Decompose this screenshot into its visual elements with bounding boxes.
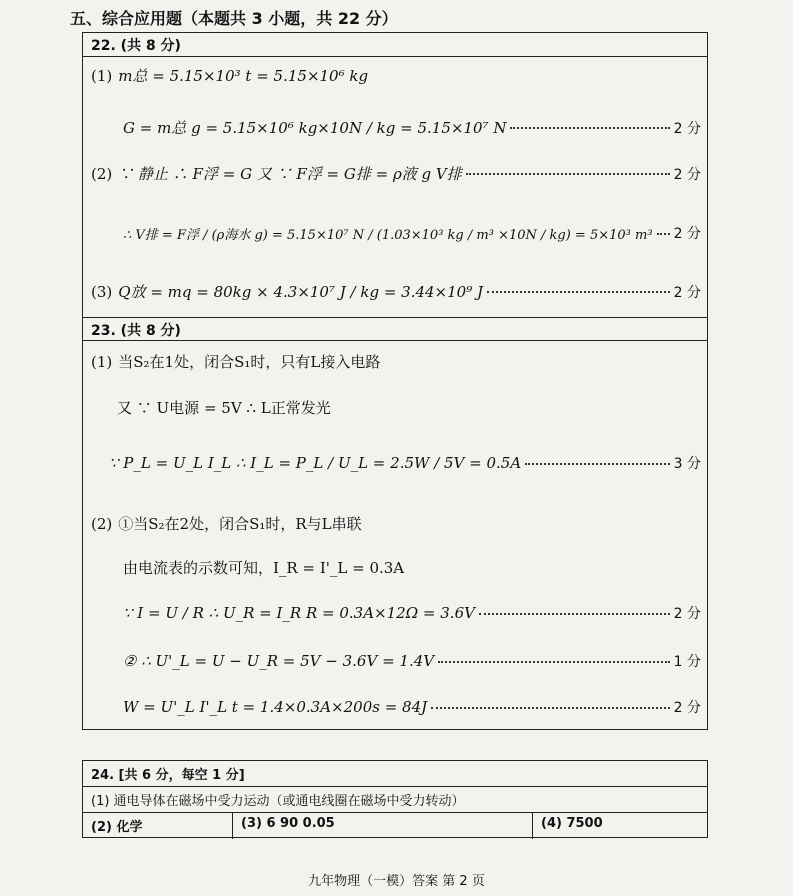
- score-label: 2 分: [673, 284, 701, 301]
- score-label: 2 分: [673, 166, 701, 183]
- section-heading: 五、综合应用题（本题共 3 小题，共 22 分）: [70, 9, 398, 28]
- q22-line-4: ∴ V排 = F浮 / (ρ海水 g) = 5.15×10⁷ N / (1.03×10³ kg / m³ ×10N / kg) = 5×10³ m³ 2 分: [123, 223, 701, 243]
- q22-line-3: (2) ∵ 静止 ∴ F浮 = G 又 ∵ F浮 = G排 = ρ液 g V排 2 分: [91, 164, 701, 183]
- q23-line-7: ② ∴ U'_L = U − U_R = 5V − 3.6V = 1.4V 1 分: [123, 652, 701, 670]
- question-23-header: 23. (共 8 分): [83, 317, 707, 341]
- leader-dots: [466, 172, 670, 175]
- q23-line-1: (1) 当S₂在1处，闭合S₁时，只有L接入电路: [91, 352, 381, 371]
- score-label: 1 分: [673, 654, 701, 670]
- score-label: 2 分: [673, 120, 701, 137]
- q23-line-6: ∵ I = U / R ∴ U_R = I_R R = 0.3A×12Ω = 3.6V 2 分: [123, 604, 701, 622]
- q24-cell-3: (3) 6 90 0.05: [233, 813, 533, 839]
- q24-answer-row: [83, 813, 707, 839]
- q24-cell-2: (2) 化学: [83, 813, 233, 839]
- q23-line-3: ∵ P_L = U_L I_L ∴ I_L = P_L / U_L = 2.5W / 5V = 0.5A 3 分: [109, 454, 701, 472]
- leader-dots: [510, 126, 669, 129]
- q22-line-1: (1) m总 = 5.15×10³ t = 5.15×10⁶ kg: [91, 66, 369, 85]
- answer-box-24: [82, 760, 708, 838]
- q23-line-4: (2) ①当S₂在2处，闭合S₁时，R与L串联: [91, 514, 362, 533]
- q23-line-5: 由电流表的示数可知，I_R = I'_L = 0.3A: [123, 559, 405, 577]
- score-label: 3 分: [673, 456, 701, 472]
- leader-dots: [487, 290, 670, 293]
- q24-cell-4: (4) 7500: [541, 816, 603, 831]
- score-label: 2 分: [673, 226, 701, 242]
- q22-line-5: (3) Q放 = mq = 80kg × 4.3×10⁷ J / kg = 3.44×10⁹ J 2 分: [91, 282, 701, 301]
- leader-dots: [479, 612, 670, 615]
- leader-dots: [525, 462, 669, 465]
- question-24-header: 24. [共 6 分，每空 1 分]: [83, 761, 707, 787]
- q23-line-2: 又 ∵ U电源 = 5V ∴ L正常发光: [117, 399, 331, 417]
- leader-dots: [657, 232, 670, 235]
- score-label: 2 分: [673, 700, 701, 716]
- question-22-header: 22. (共 8 分): [83, 33, 707, 57]
- q24-answer-1: (1) 通电导体在磁场中受力运动（或通电线圈在磁场中受力转动）: [83, 787, 707, 813]
- answer-box-22-23: [82, 32, 708, 730]
- score-label: 2 分: [673, 606, 701, 622]
- leader-dots: [431, 706, 670, 709]
- q23-line-8: W = U'_L I'_L t = 1.4×0.3A×200s = 84J 2 分: [123, 698, 701, 716]
- q22-line-2: G = m总 g = 5.15×10⁶ kg×10N / kg = 5.15×10⁷ N 2 分: [123, 119, 701, 137]
- page-footer: 九年物理（一模）答案 第 2 页: [308, 874, 485, 889]
- leader-dots: [438, 660, 670, 663]
